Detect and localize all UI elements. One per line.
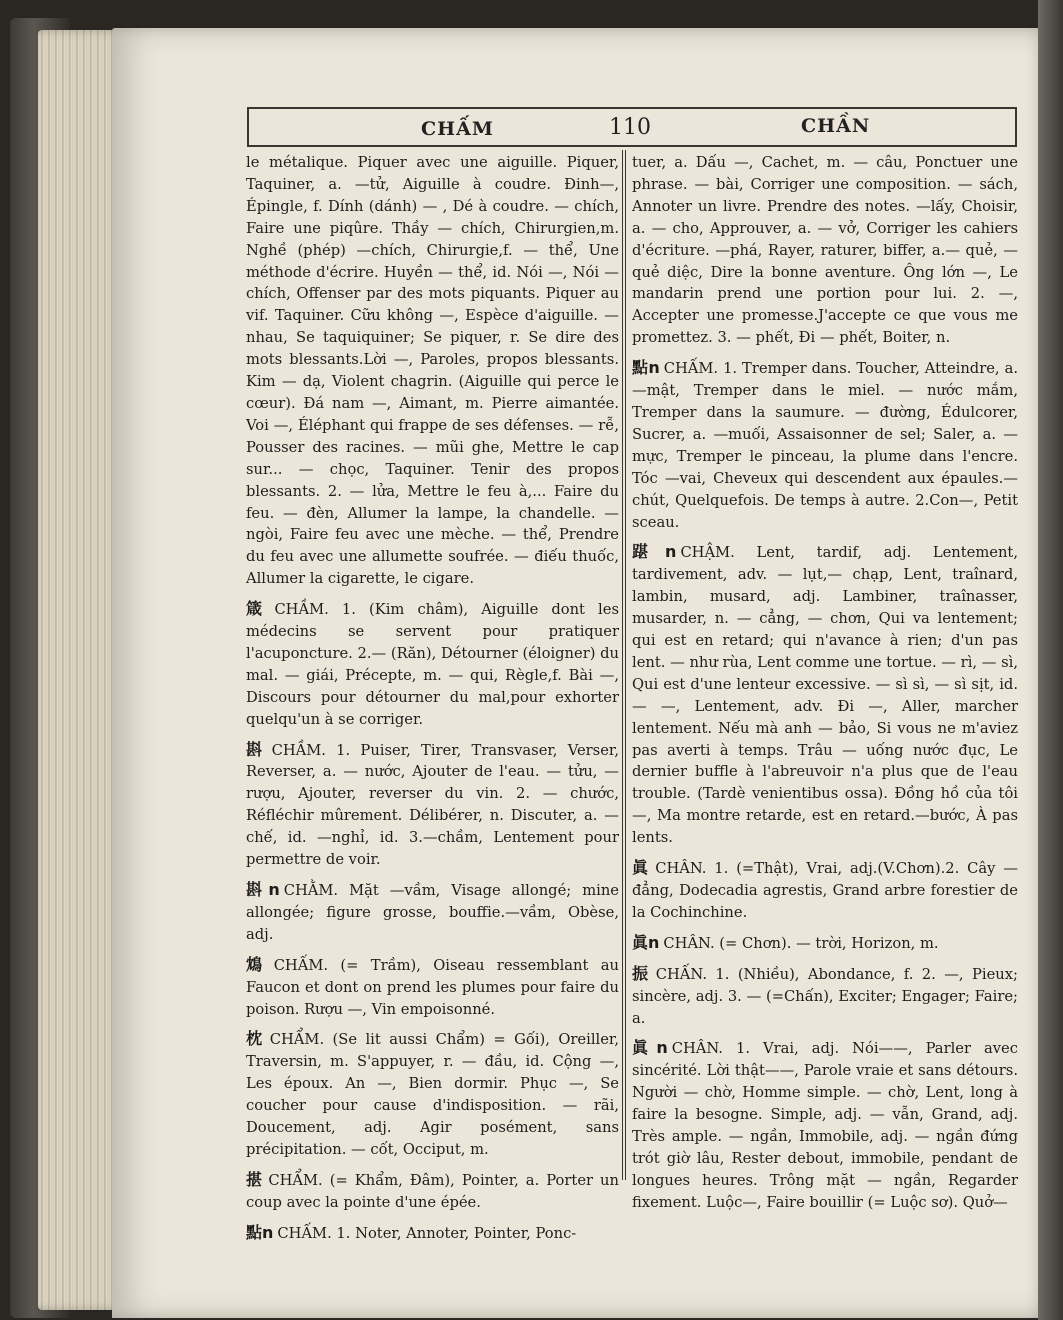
- entry-hanzi: 斟: [246, 739, 268, 759]
- entry-hanzi: 鴆: [246, 954, 270, 974]
- entry-text: CHẦM. 1. (Kim châm), Aiguille dont les médecins se servent pour pratiquer l'acuponcture. 2.— (Răn), Détourner (éloigner) du mal. — giái, Précepte, m. — qui, Règle,f. Bài —, Discours pour détourner du mal,pour exhorter quelqu'un à se corriger.: [246, 601, 619, 728]
- dictionary-entry: [632, 932, 1018, 955]
- entry-text: CHẨM. (Se lit aussi Chẩm) = Gối), Oreiller, Traversin, m. S'appuyer, r. — đầu, id. Cộng —, Les époux. An —, Bien dormir. Phục —, Se coucher pour cause d'indisposition. — rãi, Doucement, adj. Agir posément, sans précipitation. — cốt, Occiput, m.: [246, 1031, 619, 1158]
- entry-hanzi: 眞: [632, 858, 652, 878]
- dictionary-entry: tuer, a. Dấu —, Cachet, m. — câu, Ponctuer une phrase. — bài, Corriger une composition. — sách, Annoter un livre. Prendre des notes. —lấy, Choisir, a. — cho, Approuver, a. — vở, Corriger les cahiers d'écriture. —phá, Rayer, raturer, biffer, a.— quẻ, — quẻ diệc, Dire la bonne aventure. Ông lớn —, Le mandarin prend une portion pour lui. 2. —, Accepter une promesse.J'accepte ce que vous me promettez. 3. — phết, Đi — phết, Boiter, n.: [632, 154, 1018, 347]
- dictionary-entry: [632, 963, 1018, 1030]
- header-right-guide-word: CHẦN: [801, 115, 871, 137]
- entry-hanzi: 揕: [246, 1169, 265, 1189]
- dictionary-entry: [246, 598, 619, 730]
- dictionary-entry: [246, 739, 619, 871]
- entry-text: CHÂN. 1. Vrai, adj. Nói——, Parler avec sincérité. Lời thật——, Parole vraie et sans détours. Người — chờ, Homme simple. — chờ, Lent, long à faire la besogne. Simple, adj. — vẫn, Grand, adj. Très ample. — ngần, Immobile, adj. — ngần đứng trót giờ lâu, Rester debout, immobile, pendant de longues heures. Trông mặt — ngần, Regarder fixement. Luộc—, Faire bouillir (= Luộc sơ). Quở—: [632, 1040, 1018, 1211]
- entry-text: CHÂN. 1. (=Thật), Vrai, adj.(V.Chơn).2. Cây — đẳng, Dodecadia agrestis, Grand arbre forestier de la Cochinchine.: [632, 860, 1018, 921]
- entry-hanzi: 斟n: [246, 880, 280, 899]
- column-divider: [622, 150, 626, 1180]
- entry-text: CHẬM. Lent, tardif, adj. Lentement, tardivement, adv. — lụt,— chạp, Lent, traînard, lambin, musard, adj. Lambiner, traînasser, musarder, n. — cẳng, — chơn, Qui va lentement; qui est en retard; qui n'avance à rien; d'un pas lent. — như rùa, Lent comme une tortue. — rì, — sì, Qui est d'une lenteur excessive. — sì sì, — sì sịt, id. — —, Lentement, adv. Đi —, Aller, marcher lentement. Nếu mà anh — bảo, Si vous ne m'aviez pas averti à temps. Trâu — uống nước đục, Le dernier buffle à l'abreuvoir n'a plus que de l'eau trouble. (Tardè venientibus ossa). Đồng hồ của tôi —, Ma montre retarde, est en retard.—bước, À pas lents.: [632, 544, 1018, 847]
- running-header: [247, 107, 1017, 147]
- entry-text: CHẤM. 1. Noter, Annoter, Pointer, Ponc-: [277, 1224, 577, 1242]
- entry-text: CHẦM. 1. Puiser, Tirer, Transvaser, Verser, Reverser, a. — nước, Ajouter de l'eau. — tửu, — rượu, Ajouter, reverser du vin. 2. — chước, Réfléchir mûrement. Délibérer, n. Discuter, a. —chế, id. —nghỉ, id. 3.—chầm, Lentement pour permettre de voir.: [246, 741, 619, 869]
- dictionary-entry: le métalique. Piquer avec une aiguille. Piquer, Taquiner, a. —tử, Aiguille à coudre. Đinh—, Épingle, f. Dính (dánh) — , Dé à coudre. — chích, Faire une piqûre. Thầy — chích, Chirurgien,m. Nghề (phép) —chích, Chirurgie,f. — thể, Une méthode d'écrire. Huyền — thể, id. Nói —, Nói — chích, Offenser par des mots piquants. Piquer au vif. Taquiner. Cữu không —, Espèce d'aiguille. — nhau, Se taquiquiner; Se piquer, r. Se dire des mots blessants.Lời —, Paroles, propos blessants. Kim — dạ, Violent chagrin. (Aiguille qui perce le cœur). Đá nam —, Aimant, m. Pierre aimantée. Voi —, Éléphant qui frappe de ses défenses. — rễ, Pousser des racines. — mũi ghe, Mettre le cap sur... — chọc, Taquiner. Tenir des propos blessants. 2. — lửa, Mettre le feu à,... Faire du feu. — đèn, Allumer la lampe, la chandelle. — ngòi, Faire feu avec une mèche. — thể, Prendre du feu avec une allumette soufrée. — điếu thuốc, Allumer la cigarette, le cigare.: [246, 154, 619, 588]
- dictionary-entry: [632, 541, 1018, 849]
- dictionary-entry: [246, 1028, 619, 1160]
- entry-text: CHẤM. 1. Tremper dans. Toucher, Atteindre, a.—mật, Tremper dans le miel. — nước mắm, Tremper dans la saumure. — đường, Édulcorer, Sucrer, a. —muối, Assaisonner de sel; Saler, a. — mực, Tremper le pinceau, la plume dans l'encre. Tóc —vai, Cheveux qui descendent aux épaules.— chút, Quelquefois. De temps à autre. 2.Con—, Petit sceau.: [632, 360, 1018, 531]
- entry-text: CHÂN. (= Chơn). — trời, Horizon, m.: [663, 934, 939, 952]
- left-column: [246, 152, 619, 1253]
- dictionary-entry: [246, 954, 619, 1021]
- entry-text: CHẨM. (= Khẩm, Đâm), Pointer, a. Porter un coup avec la pointe d'une épée.: [246, 1171, 619, 1211]
- dictionary-entry: [632, 857, 1018, 924]
- right-column: [632, 152, 1018, 1222]
- entry-hanzi: 踸n: [632, 542, 677, 562]
- entry-hanzi: 箴: [246, 599, 271, 619]
- dictionary-entry: [632, 357, 1018, 533]
- header-left-guide-word: CHẤM: [421, 118, 494, 140]
- dictionary-entry: [246, 879, 619, 946]
- page-number: 110: [609, 115, 651, 140]
- book-spine-shadow: [1038, 0, 1063, 1320]
- entry-hanzi: 枕: [246, 1029, 266, 1049]
- dictionary-entry: [246, 1222, 619, 1245]
- entry-hanzi: 眞n: [632, 1038, 668, 1058]
- dictionary-entry: [246, 1169, 619, 1214]
- entry-hanzi: 振: [632, 963, 652, 983]
- entry-text: CHẰM. Mặt —vầm, Visage allongé; mine allongée; figure grosse, bouffie.—vầm, Obèse, adj.: [246, 882, 619, 943]
- dictionary-entry: [632, 1037, 1018, 1213]
- entry-text: CHẤN. 1. (Nhiều), Abondance, f. 2. —, Pieux; sincère, adj. 3. — (=Chấn), Exciter; Engager; Faire; a.: [632, 965, 1018, 1027]
- entry-hanzi: 點n: [632, 358, 660, 378]
- entry-hanzi: 點n: [246, 1222, 274, 1242]
- entry-text: CHẤM. (= Trầm), Oiseau ressemblant au Faucon et dont on prend les plumes pour faire du poison. Rượu —, Vin empoisonné.: [246, 956, 619, 1018]
- entry-hanzi: 眞n: [632, 932, 660, 952]
